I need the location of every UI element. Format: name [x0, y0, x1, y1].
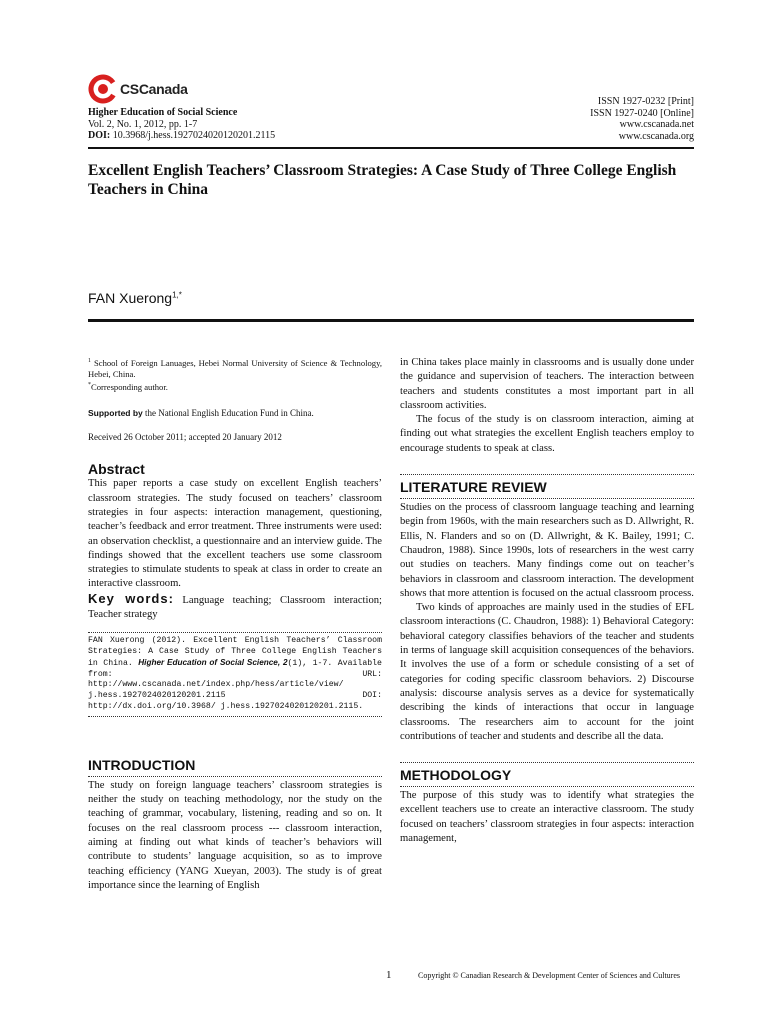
methodology-paragraph: The purpose of this study was to identify what strategies the excellent teachers use to create an interactive classroom. The study focused on teachers’ classroom strategies in four aspects: interaction management,	[400, 790, 694, 845]
introduction-divider	[88, 776, 382, 777]
supported-by	[88, 407, 382, 419]
citation-box	[88, 632, 382, 717]
doi-line	[88, 130, 275, 142]
page-number: 1	[386, 969, 392, 981]
article-title: Excellent English Teachers’ Classroom Strategies: A Case Study of Three College English Teachers in China	[88, 162, 677, 198]
citation-part1: FAN Xuerong (2012). Excellent English Teachers’ Classroom Strategies: A Case Study of Three College English Teachers in China.	[88, 636, 382, 668]
author-line	[88, 290, 182, 306]
volume-line: Vol. 2, No. 1, 2012, pp. 1-7	[88, 118, 198, 130]
methodology-section	[400, 762, 694, 846]
corresponding-text: Corresponding author.	[91, 382, 168, 393]
author-name: FAN Xuerong	[88, 290, 173, 306]
introduction-paragraph: The study on foreign language teachers’ classroom strategies is neither the study on teaching methodology, nor the study on the teaching of grammar, vocabulary, listening, reading and so on. It focuses on the real classroom process --- classroom interaction, aiming at finding out what kinds of teacher’s behaviors will contribute to students’ language acquisition, so as to improve teaching efficiency (YANG Xueyan, 2003). The study is of great importance since the learning of English	[88, 779, 382, 891]
header-divider	[88, 147, 694, 149]
affiliation-text: School of Foreign Lanuages, Hebei Normal University of Science & Technology, Hebei, China.	[88, 357, 382, 380]
literature-review-heading: LITERATURE REVIEW	[400, 479, 547, 496]
issn-print: ISSN 1927-0232 [Print]	[597, 96, 694, 107]
received-dates: Received 26 October 2011; accepted 20 January 2012	[88, 432, 282, 443]
doi-value: 10.3968/j.hess.1927024020120201.2115	[112, 130, 276, 141]
introduction-heading: INTRODUCTION	[88, 756, 196, 773]
logo-text: CSCanada	[120, 81, 188, 97]
methodology-heading: METHODOLOGY	[400, 767, 512, 784]
abstract-text: This paper reports a case study on excellent English teachers’ classroom strategies. The study focused on teachers’ classroom strategies in four aspects: interaction management, questioning, teacher’s feedback and error treatment. Three instruments were used: an observation checklist, a questionnaire and an interview guide. The findings showed that the excellent teachers use some classroom strategies to stimulate students to speak at class in order to create an interactive classroom.	[88, 478, 382, 590]
cscanada-logo-icon	[88, 74, 118, 104]
abstract-section	[88, 461, 382, 622]
citation-journal: Higher Education of Social Science, 2	[138, 657, 288, 667]
literature-review-section	[400, 474, 694, 744]
cscanada-logo	[88, 74, 188, 104]
literature-divider	[400, 498, 694, 499]
site-net-link[interactable]: www.cscanada.net	[619, 119, 694, 130]
affiliation-sup: 1	[88, 358, 91, 364]
left-column	[88, 356, 382, 893]
keywords-line	[88, 592, 382, 623]
journal-info	[88, 107, 275, 142]
citation-part2: (1), 1-7. Available from: URL: http://www.cscanada.net/index.php/hess/article/view/ j.hess.1927024020120201.2115 DOI: http://dx.doi.org/10.3968/ j.hess.1927024020120201.2115.	[88, 658, 382, 712]
supported-text: the National English Education Fund in China.	[145, 408, 314, 419]
keywords-label: Key words:	[88, 590, 174, 606]
issn-online: ISSN 1927-0240 [Online]	[590, 107, 694, 119]
copyright-notice: Copyright © Canadian Research & Development Center of Sciences and Cultures	[418, 971, 681, 980]
introduction-paragraph-2: The focus of the study is on classroom interaction, aiming at finding out what strategies the excellent English teachers employ to encourage students to speak at class.	[400, 414, 694, 454]
corresponding-note	[88, 380, 382, 393]
issn-block	[590, 96, 694, 142]
journal-name: Higher Education of Social Science	[88, 107, 238, 118]
site-org-link[interactable]: www.cscanada.org	[618, 130, 694, 142]
affiliation	[88, 356, 382, 380]
methodology-divider	[400, 786, 694, 787]
supported-label: Supported by	[88, 408, 143, 419]
introduction-continued: in China takes place mainly in classrooms and is usually done under the guidance and supervision of teachers. The interaction between teachers and students constitutes a most important part in all classroom activities.	[400, 357, 694, 411]
literature-top-divider	[400, 474, 694, 475]
literature-paragraph-1: Studies on the process of classroom language teaching and learning begin from 1960s, with the main researchers such as D. Allwright, R. Ellis, N. Flanders and so on (D. Allwright, & K. Bailey, 1991; C. Chaudron, 1988). Since 1990s, lots of researchers in the west carry out studies on teachers. Many findings come out on teacher’s behaviors in classroom and classroom interaction. The development shows that more attention is focused on the actual classroom process.	[400, 502, 694, 599]
corresponding-sup: *	[88, 382, 91, 389]
introduction-section	[88, 757, 382, 893]
doi-label: DOI:	[88, 130, 111, 141]
author-superscript: 1,*	[172, 290, 182, 300]
literature-paragraph-2: Two kinds of approaches are mainly used in the studies of EFL classroom interactions (C. Chaudron, 1988): 1) Behavioral Category: behavioral category classifies behaviors of the teacher and students in terms of language skill acquisition consequences of the behaviors. It involves the use of a form or schedule consisting of a set of categories for coding specific classroom behaviors. 2) Discourse analysis: discourse analysis serves as a device for systematically describing the kinds of interactions that occur in language classrooms. The researchers aim to account for the joint contributions of teacher and students and describe all the data.	[400, 602, 694, 742]
right-column	[400, 356, 694, 846]
abstract-heading: Abstract	[88, 461, 145, 478]
keywords-text: Language teaching; Classroom interaction; Teacher strategy	[88, 594, 382, 620]
methodology-top-divider	[400, 762, 694, 763]
author-divider	[88, 319, 694, 322]
